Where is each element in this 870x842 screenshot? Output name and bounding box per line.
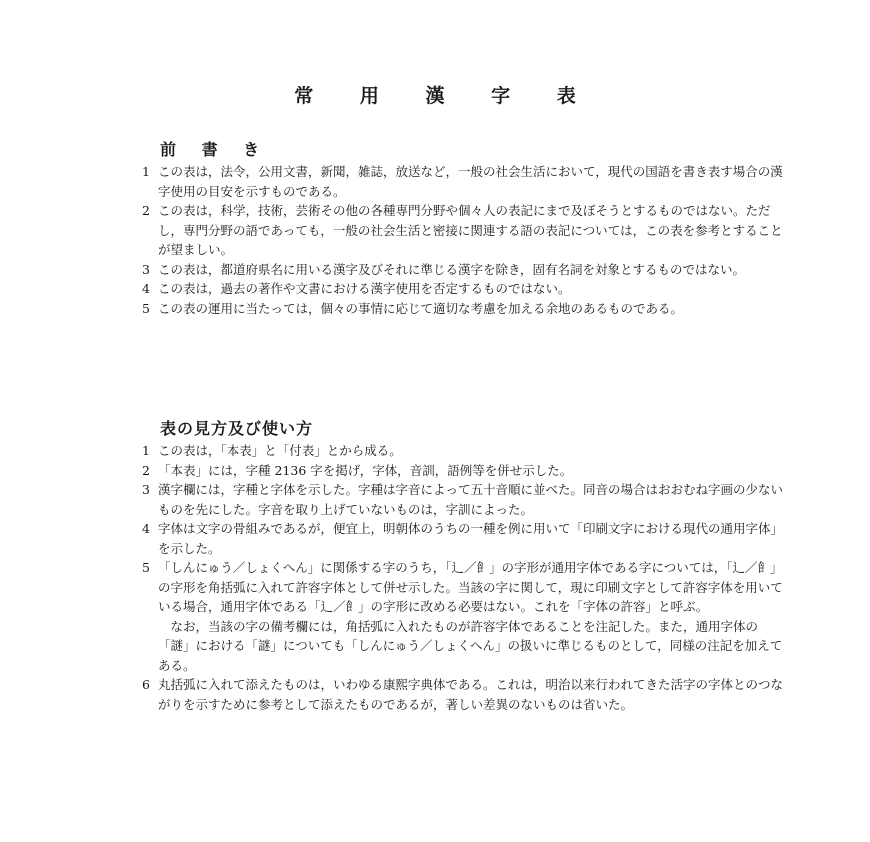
item-text: この表の運用に当たっては，個々の事情に応じて適切な考慮を加える余地のあるものである。: [158, 300, 684, 316]
item-number: 2: [142, 203, 150, 218]
list-item: [142, 519, 787, 558]
list-item: [142, 260, 787, 280]
list-item: [142, 201, 787, 260]
item-text: この表は，法令，公用文書，新聞，雑誌，放送など，一般の社会生活において，現代の国語を書き表す場合の漢字使用の目安を示すものである。: [158, 164, 783, 199]
item-text: 漢字欄には，字種と字体を示した。字種は字音によって五十音順に並べた。同音の場合はおおむね字画の少ないものを先にした。字音を取り上げていないものは，字訓によった。: [158, 482, 784, 517]
item-text: この表は，科学，技術，芸術その他の各種専門分野や個々人の表記にまで及ぼそうとするものではない。ただし，専門分野の語であっても，一般の社会生活と密接に関連する語の表記については，この表を参考とすることが望ましい。: [158, 203, 783, 257]
item-number: 3: [142, 261, 150, 277]
item-text: この表は，過去の著作や文書における漢字使用を否定するものではない。: [158, 281, 571, 296]
item-number: 5: [142, 300, 150, 316]
list-item: [142, 461, 787, 481]
usage-list: [142, 441, 787, 714]
item-text: この表は，「本表」と「付表」とから成る。: [158, 443, 402, 458]
item-number: 1: [142, 164, 150, 179]
list-item: [142, 558, 787, 675]
preface-list: [142, 162, 787, 318]
item-text: 字体は文字の骨組みであるが，便宜上，明朝体のうちの一種を例に用いて「印刷文字における現代の通用字体」を示した。: [158, 521, 784, 556]
item-text: 「しんにゅう／しょくへん」に関係する字のうち，「辶／飠」の字形が通用字体である字については，「辶／飠」の字形を角括弧に入れて許容字体として併せ示した。当該の字に関して，現に印刷文字として許容字体を用いている場合，通用字体である「辶／飠」の字形に改める必要はない。これを「字体の許容」と呼ぶ。: [158, 560, 783, 614]
item-number: 3: [142, 482, 150, 497]
item-number: 5: [142, 560, 150, 575]
item-text: 「本表」には，字種 2136 字を掲げ，字体，音訓，語例等を併せ示した。: [158, 462, 573, 478]
item-number: 4: [142, 521, 150, 536]
list-item: [142, 162, 787, 201]
item-number: 6: [142, 677, 150, 692]
item-text-continued: なお，当該の字の備考欄には，角括弧に入れたものが許容字体であることを注記した。また，通用字体の「謎」における「謎」についても「しんにゅう／しょくへん」の扱いに準じるものとして，同様の注記を加えてある。: [158, 618, 783, 673]
item-text: 丸括弧に入れて添えたものは，いわゆる康熙字典体である。これは，明治以来行われてきた活字の字体とのつながりを示すために参考として添えたものであるが，著しい差異のないものは省いた。: [158, 677, 784, 712]
item-number: 1: [142, 443, 150, 458]
list-item: [142, 441, 787, 461]
item-number: 2: [142, 462, 150, 478]
section-heading-preface: 前 書 き: [160, 140, 270, 160]
section-heading-usage: 表の見方及び使い方: [160, 419, 314, 439]
list-item: [142, 279, 787, 299]
page-title: 常 用 漢 字 表: [294, 84, 596, 107]
list-item: [142, 480, 787, 519]
item-number: 4: [142, 281, 150, 296]
list-item: [142, 299, 787, 319]
list-item: [142, 675, 787, 714]
item-text: この表は，都道府県名に用いる漢字及びそれに準じる漢字を除き，固有名詞を対象とするものではない。: [158, 261, 746, 277]
